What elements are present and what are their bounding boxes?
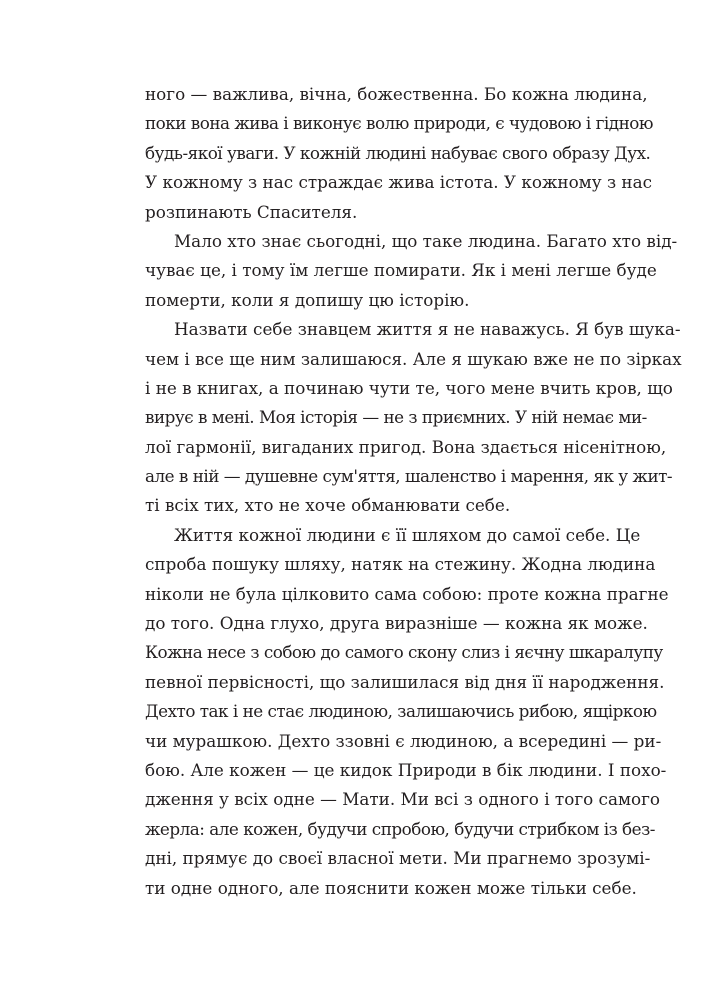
text-line: певної первісності, що залишилася від дня її народження. [145,671,665,692]
text-line: але в ній — душевне сум'яття, шаленство і марення, як у жит- [145,466,673,487]
text-line: Мало хто знає сьогодні, що таке людина. Багато хто від- [174,230,678,251]
paragraph-3 [145,315,682,521]
text-line: ного — важлива, вічна, божественна. Бо кожна людина, [145,84,648,104]
paragraph-4 [145,521,669,903]
paragraph-2 [145,227,678,315]
text-line: померти, коли я допишу цю історію. [145,289,470,310]
text-line: дні, прямує до своєї власної мети. Ми прагнемо зрозумі- [145,848,651,869]
text-line: до того. Одна глухо, друга виразніше — кожна як може. [145,613,648,634]
paragraph-1 [145,80,654,227]
text-line: Кожна несе з собою до самого скону слиз і яєчну шкаралупу [145,642,663,663]
text-line: лої гармонії, вигаданих пригод. Вона здається нісенітною, [145,436,667,457]
text-line: і не в книгах, а починаю чути те, чого мене вчить кров, що [145,377,673,398]
text-line: чуває це, і тому їм легше помирати. Як і мені легше буде [145,260,657,281]
text-line: вирує в мені. Моя історія — не з приємних. У ній немає ми- [145,407,647,428]
text-line: Життя кожної людини є її шляхом до самої себе. Це [174,524,641,545]
text-line: дження у всіх одне — Мати. Ми всі з одного і того самого [145,789,660,810]
text-line: чи мурашкою. Дехто ззовні є людиною, а всередині — ри- [145,730,662,751]
text-line: ніколи не була цілковито сама собою: проте кожна прагне [145,583,669,604]
text-line: бою. Але кожен — це кидок Природи в бік людини. І похо- [145,759,667,780]
text-line: будь-якої уваги. У кожній людині набуває свого образу Дух. [145,142,651,163]
text-line: спроба пошуку шляху, натяк на стежину. Жодна людина [145,554,656,575]
text-line: жерла: але кожен, будучи спробою, будучи стрибком із без- [145,818,655,839]
text-line: ти одне одного, але пояснити кожен може тільки себе. [145,877,637,898]
text-line: Дехто так і не стає людиною, залишаючись рибою, ящіркою [145,701,657,722]
text-line: У кожному з нас страждає жива істота. У кожному з нас [145,172,653,193]
text-line: поки вона жива і виконує волю природи, є чудовою і гідною [145,113,654,134]
text-line: чем і все ще ним залишаюся. Але я шукаю вже не по зірках [145,348,682,369]
book-page-text [145,80,682,903]
text-line: розпинають Спасителя. [145,201,358,222]
text-line: ті всіх тих, хто не хоче обманювати себе. [145,495,511,516]
text-line: Назвати себе знавцем життя я не наважусь. Я був шука- [174,319,681,340]
